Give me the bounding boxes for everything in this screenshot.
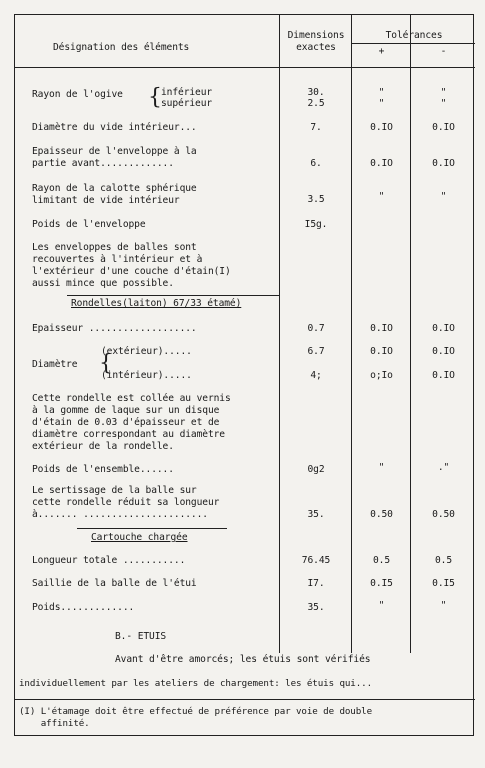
- saillie-minus: 0.I5: [432, 578, 455, 589]
- header-rule: [15, 67, 475, 68]
- ext-label: (extérieur).....: [101, 346, 192, 357]
- int-dim: 4;: [310, 370, 322, 381]
- poids-plus: ": [378, 600, 385, 611]
- poids-env-label: Poids de l'enveloppe: [32, 219, 146, 230]
- section-b-line2: individuellement par les ateliers de chargement: les étuis qui...: [19, 678, 373, 689]
- poids-label: Poids.............: [32, 602, 135, 613]
- epaisseur-env-label: Epaisseur de l'enveloppe à la partie avant.............: [32, 146, 197, 169]
- col-sep-1: [279, 15, 280, 653]
- ext-minus: 0.IO: [432, 346, 455, 357]
- sertissage-minus: 0.50: [432, 509, 455, 520]
- vide-minus: 0.IO: [432, 122, 455, 133]
- epaisseur-env-dim: 6.: [310, 158, 322, 169]
- rondelles-rule-top: [67, 295, 279, 296]
- footnote: (I) L'étamage doit être effectué de préférence par voie de double affinité.: [19, 706, 373, 729]
- vide-label: Diamètre du vide intérieur...: [32, 122, 197, 133]
- footnote-rule: [15, 699, 475, 700]
- header-minus: -: [440, 46, 447, 57]
- header-tolerances: Tolérances: [385, 30, 443, 41]
- epaisseur-minus: 0.IO: [432, 323, 455, 334]
- document-page: [14, 14, 474, 736]
- poids-ens-label: Poids de l'ensemble......: [32, 464, 174, 475]
- diametre-label: Diamètre: [32, 359, 78, 370]
- calotte-dim: 3.5: [307, 194, 325, 205]
- ogive-sup-minus: ": [440, 98, 447, 109]
- ogive-inf-dim: 30.: [307, 87, 325, 98]
- header-plus: +: [378, 46, 385, 57]
- ogive-sup-label: supérieur: [161, 98, 213, 109]
- sertissage-plus: 0.50: [370, 509, 393, 520]
- enveloppes-note: Les enveloppes de balles sont recouvertes à l'intérieur et à l'extérieur d'une couche d'étain(I) aussi mince que possible.: [32, 242, 231, 289]
- calotte-plus: ": [378, 191, 385, 202]
- ogive-inf-minus: ": [440, 87, 447, 98]
- header-dimensions: Dimensions exactes: [287, 30, 345, 53]
- col-sep-2: [351, 15, 352, 653]
- int-plus: o;Io: [370, 370, 393, 381]
- vide-plus: 0.IO: [370, 122, 393, 133]
- poids-ens-minus: .": [437, 462, 450, 473]
- sertissage-label: Le sertissage de la balle sur cette rondelle réduit sa longueur à....... ......................: [32, 485, 220, 520]
- calotte-label: Rayon de la calotte sphérique limitant de vide intérieur: [32, 183, 197, 206]
- epaisseur-label: Epaisseur ...................: [32, 323, 197, 334]
- longueur-plus: 0.5: [372, 555, 391, 566]
- poids-minus: ": [440, 600, 447, 611]
- longueur-label: Longueur totale ...........: [32, 555, 186, 566]
- int-minus: 0.IO: [432, 370, 455, 381]
- diametre-brace: {: [99, 351, 113, 376]
- ogive-inf-label: inférieur: [161, 87, 213, 98]
- ogive-brace: {: [148, 85, 162, 110]
- rondelle-note: Cette rondelle est collée au vernis à la gomme de laque sur un disque d'étain de 0.03 d'épaisseur et de diamètre correspondant au diamètre extérieur de la rondelle.: [32, 393, 231, 452]
- ogive-sup-dim: 2.5: [307, 98, 325, 109]
- rondelles-title: Rondelles(laiton) 67/33 étamé): [71, 298, 242, 309]
- cartouche-title: Cartouche chargée: [91, 532, 188, 543]
- calotte-minus: ": [440, 191, 447, 202]
- longueur-minus: 0.5: [434, 555, 453, 566]
- epaisseur-dim: 0.7: [307, 323, 325, 334]
- longueur-dim: 76.45: [301, 555, 331, 566]
- sertissage-dim: 35.: [307, 509, 325, 520]
- int-label: (intérieur).....: [101, 370, 192, 381]
- saillie-dim: I7.: [307, 578, 325, 589]
- poids-env-dim: I5g.: [304, 219, 328, 230]
- ogive-inf-plus: ": [378, 87, 385, 98]
- poids-dim: 35.: [307, 602, 325, 613]
- header-designation: Désignation des éléments: [53, 42, 190, 53]
- ogive-label: Rayon de l'ogive: [32, 89, 123, 100]
- ogive-sup-plus: ": [378, 98, 385, 109]
- col-sep-3: [410, 15, 411, 653]
- epaisseur-env-plus: 0.IO: [370, 158, 393, 169]
- section-b-title: B.- ETUIS: [115, 631, 167, 642]
- saillie-label: Saillie de la balle de l'étui: [32, 578, 197, 589]
- saillie-plus: 0.I5: [370, 578, 393, 589]
- poids-ens-plus: ": [378, 462, 385, 473]
- epaisseur-plus: 0.IO: [370, 323, 393, 334]
- section-b-line1: Avant d'être amorcés; les étuis sont vérifiés: [115, 654, 371, 665]
- ext-plus: 0.IO: [370, 346, 393, 357]
- poids-ens-dim: 0g2: [307, 464, 325, 475]
- ext-dim: 6.7: [307, 346, 325, 357]
- vide-dim: 7.: [310, 122, 322, 133]
- cartouche-rule-top: [77, 528, 227, 529]
- tolerance-rule: [351, 43, 475, 44]
- epaisseur-env-minus: 0.IO: [432, 158, 455, 169]
